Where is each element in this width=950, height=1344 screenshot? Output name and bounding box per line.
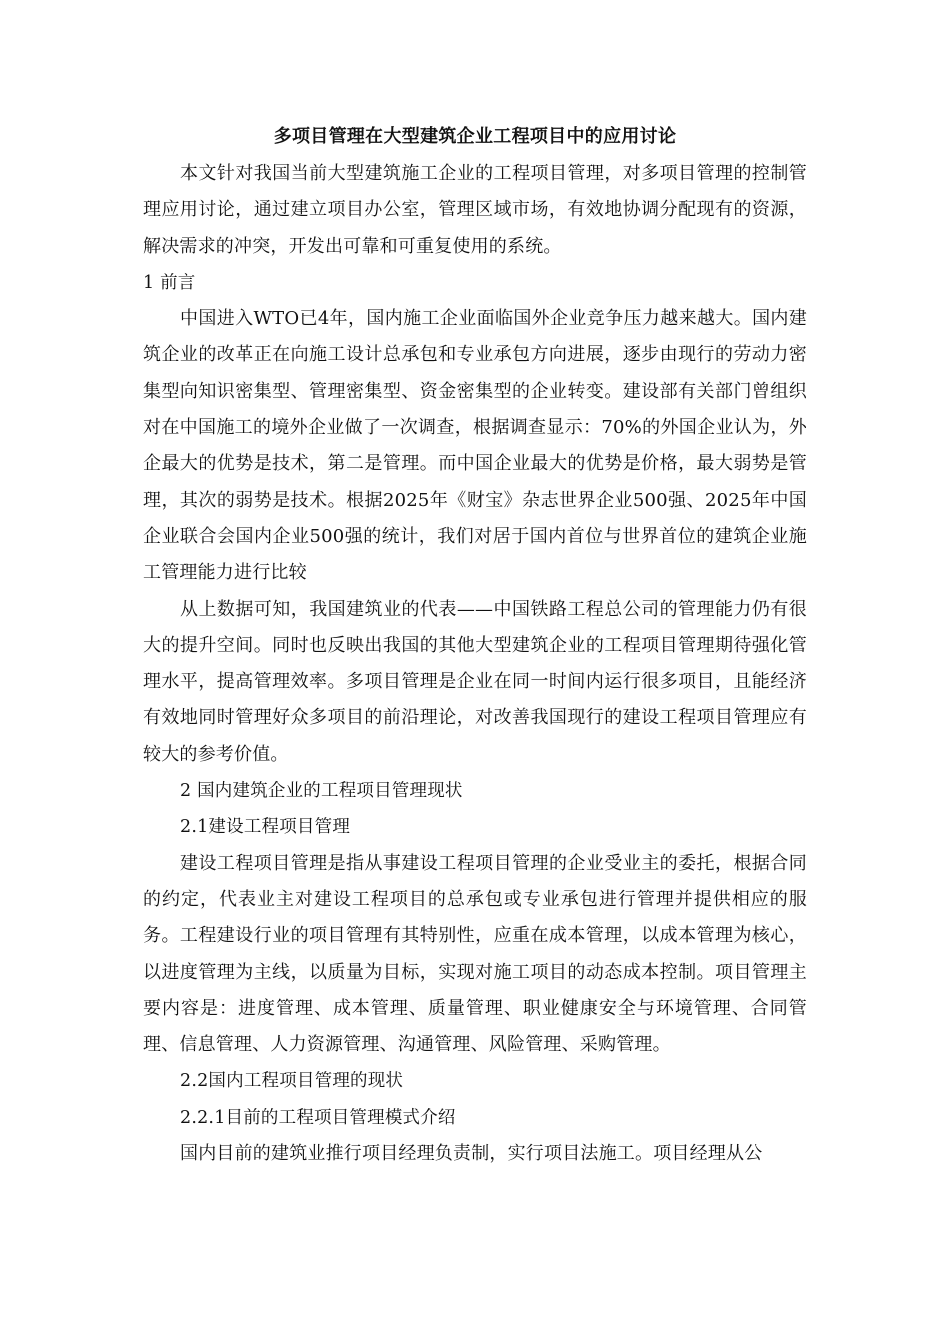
document-title: 多项目管理在大型建筑企业工程项目中的应用讨论 bbox=[273, 126, 677, 147]
section-1-paragraph-1: 中国进入WTO已4年，国内施工企业面临国外企业竞争压力越来越大。国内建筑企业的改革正在向施工设计总承包和专业承包方向进展，逐步由现行的劳动力密集型向知识密集型、管理密集型、资金密集型的企业转变。建设部有关部门曾组织对在中国施工的境外企业做了一次调查，根据调查显示：70%的外国企业认为，外企最大的优势是技术，第二是管理。而中国企业最大的优势是价格，最大弱势是管理，其次的弱势是技术。根据2025年《财宝》杂志世界企业500强、2025年中国企业联合会国内企业500强的统计，我们对居于国内首位与世界首位的建筑企业施工管理能力进行比较 bbox=[143, 308, 807, 584]
section-1-heading: 1 前言 bbox=[143, 272, 196, 293]
section-2-2-1-paragraph: 国内目前的建筑业推行项目经理负责制，实行项目法施工。项目经理从公 bbox=[180, 1143, 763, 1165]
section-1-paragraph-2: 从上数据可知，我国建筑业的代表——中国铁路工程总公司的管理能力仍有很大的提升空间。同时也反映出我国的其他大型建筑企业的工程项目管理期待强化管理水平，提高管理效率。多项目管理是企业在同一时间内运行很多项目，且能经济有效地同时管理好众多项目的前沿理论，对改善我国现行的建设工程项目管理应有较大的参考价值。 bbox=[143, 598, 807, 765]
section-2-1-paragraph: 建设工程项目管理是指从事建设工程项目管理的企业受业主的委托，根据合同的约定，代表业主对建设工程项目的总承包或专业承包进行管理并提供相应的服务。工程建设行业的项目管理有其特别性，应重在成本管理，以成本管理为核心，以进度管理为主线，以质量为目标，实现对施工项目的动态成本控制。项目管理主要内容是：进度管理、成本管理、质量管理、职业健康安全与环境管理、合同管理、信息管理、人力资源管理、沟通管理、风险管理、采购管理。 bbox=[143, 852, 807, 1056]
section-2-1-heading: 2.1建设工程项目管理 bbox=[180, 817, 351, 838]
document-page bbox=[143, 118, 807, 1172]
abstract-paragraph: 本文针对我国当前大型建筑施工企业的工程项目管理，对多项目管理的控制管理应用讨论，通过建立项目办公室，管理区域市场，有效地协调分配现有的资源，解决需求的冲突，开发出可靠和可重复使用的系统。 bbox=[143, 163, 807, 257]
section-2-heading: 2 国内建筑企业的工程项目管理现状 bbox=[180, 781, 463, 802]
section-2-2-heading: 2.2国内工程项目管理的现状 bbox=[180, 1071, 404, 1092]
section-2-2-1-heading: 2.2.1目前的工程项目管理模式介绍 bbox=[180, 1107, 456, 1128]
